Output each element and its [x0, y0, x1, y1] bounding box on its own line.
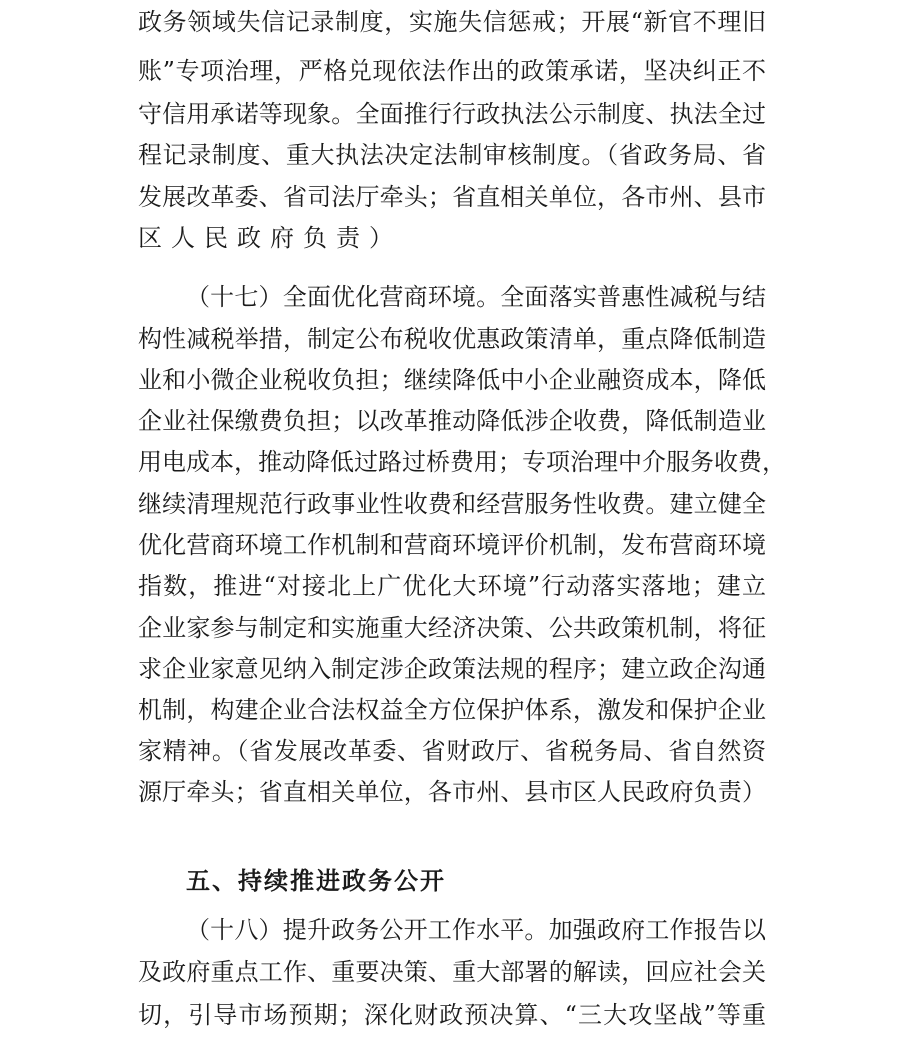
text-line: 家精神。（省发展改革委、省财政厅、省税务局、省自然资 — [138, 737, 766, 765]
text-line: 求企业家意见纳入制定涉企政策法规的程序；建立政企沟通 — [138, 655, 766, 683]
text-line: 切，引导市场预期；深化财政预决算、“三大攻坚战”等重 — [138, 1001, 766, 1029]
text-line: 构性减税举措，制定公布税收优惠政策清单，重点降低制造 — [138, 325, 766, 353]
text-line: 继续清理规范行政事业性收费和经营服务性收费。建立健全 — [138, 490, 766, 518]
paragraph-heading-17: （十七）全面优化营商环境。全面落实普惠性减税与结 — [186, 283, 766, 311]
text-line: 政务领域失信记录制度，实施失信惩戒；开展“新官不理旧 — [138, 8, 766, 36]
text-line: 指数，推进“对接北上广优化大环境”行动落实落地；建立 — [138, 572, 766, 600]
text-line: 及政府重点工作、重要决策、重大部署的解读，回应社会关 — [138, 958, 766, 986]
text-line: 程记录制度、重大执法决定法制审核制度。（省政务局、省 — [138, 141, 766, 169]
text-line: 发展改革委、省司法厅牵头；省直相关单位，各市州、县市 — [138, 183, 766, 211]
text-line: 源厅牵头；省直相关单位，各市州、县市区人民政府负责） — [138, 778, 766, 806]
section-heading: 五、持续推进政务公开 — [186, 867, 446, 895]
text-line: 守信用承诺等现象。全面推行行政执法公示制度、执法全过 — [138, 100, 766, 128]
text-line: 账”专项治理，严格兑现依法作出的政策承诺，坚决纠正不 — [138, 57, 766, 85]
text-line: 业和小微企业税收负担；继续降低中小企业融资成本，降低 — [138, 366, 766, 394]
text-line: 机制，构建企业合法权益全方位保护体系，激发和保护企业 — [138, 696, 766, 724]
text-line: 区人民政府负责） — [138, 224, 402, 252]
paragraph-heading-18: （十八）提升政务公开工作水平。加强政府工作报告以 — [186, 916, 766, 944]
text-line: 企业社保缴费负担；以改革推动降低涉企收费，降低制造业 — [138, 407, 766, 435]
text-line: 优化营商环境工作机制和营商环境评价机制，发布营商环境 — [138, 531, 766, 559]
text-line: 企业家参与制定和实施重大经济决策、公共政策机制，将征 — [138, 614, 766, 642]
text-line: 用电成本，推动降低过路过桥费用；专项治理中介服务收费， — [138, 448, 786, 476]
